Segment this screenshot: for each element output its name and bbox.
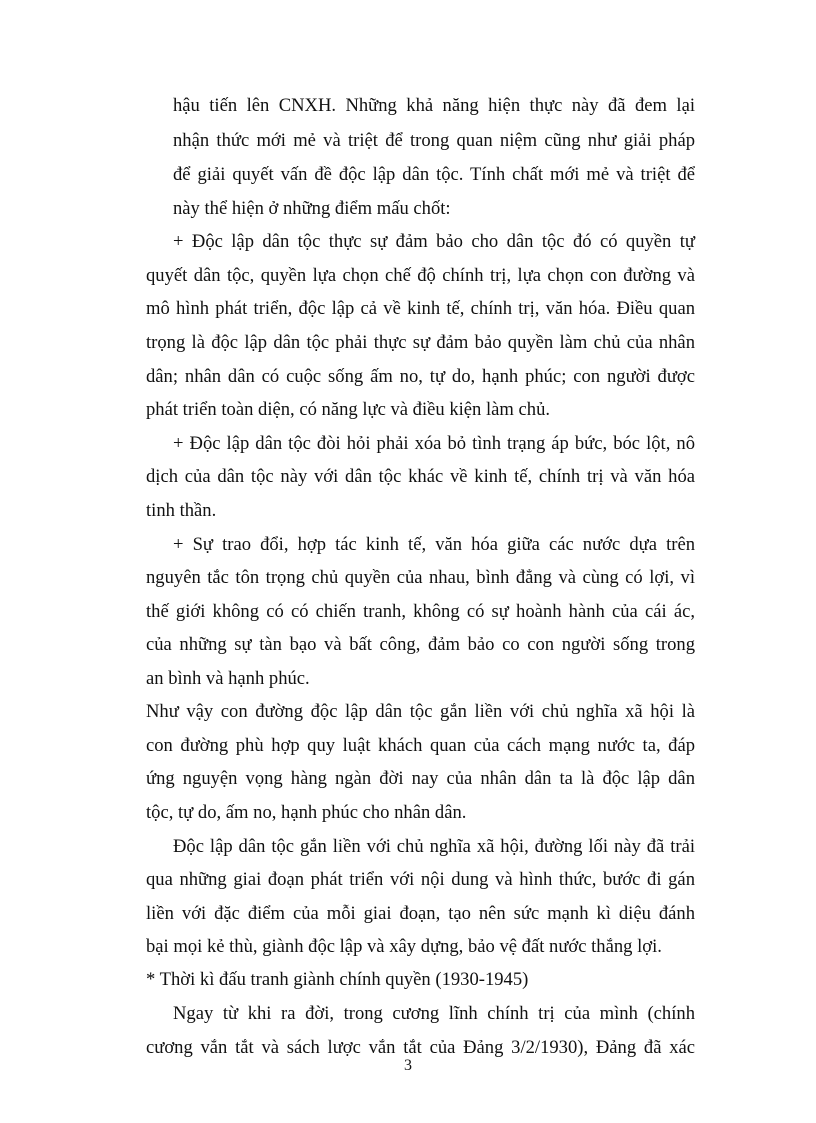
text-line: tộc, tự do, ấm no, hạnh phúc cho nhân dân. — [146, 802, 467, 823]
text-line: + Độc lập dân tộc thực sự đảm bảo cho dân tộc đó có quyền tự — [173, 231, 695, 252]
text-line: quyết dân tộc, quyền lựa chọn chế độ chính trị, lựa chọn con đường và — [146, 265, 695, 286]
text-line: cương vắn tắt và sách lược vắn tắt của Đảng 3/2/1930), Đảng đã xác — [146, 1037, 695, 1058]
text-line: của những sự tàn bạo và bất công, đảm bảo co con người sống trong — [146, 634, 695, 655]
text-line: Như vậy con đường độc lập dân tộc gắn liền với chủ nghĩa xã hội là — [146, 701, 695, 722]
text-line: để giải quyết vấn đề độc lập dân tộc. Tính chất mới mẻ và triệt để — [173, 164, 695, 185]
text-line: + Độc lập dân tộc đòi hỏi phải xóa bỏ tình trạng áp bức, bóc lột, nô — [173, 433, 695, 454]
text-line: liền với đặc điểm của mỗi giai đoạn, tạo nên sức mạnh kì diệu đánh — [146, 903, 695, 924]
text-line: nhận thức mới mẻ và triệt để trong quan niệm cũng như giải pháp — [173, 130, 695, 151]
text-line: dịch của dân tộc này với dân tộc khác về kinh tế, chính trị và văn hóa — [146, 466, 695, 487]
text-line: qua những giai đoạn phát triển với nội dung và hình thức, bước đi gán — [146, 869, 695, 890]
text-line: bại mọi kẻ thù, giành độc lập và xây dựng, bảo vệ đất nước thắng lợi. — [146, 936, 662, 957]
text-line: phát triển toàn diện, có năng lực và điều kiện làm chủ. — [146, 399, 551, 420]
text-line: mô hình phát triển, độc lập cả về kinh tế, chính trị, văn hóa. Điều quan — [146, 298, 695, 319]
page-number: 3 — [404, 1057, 412, 1074]
text-line: + Sự trao đổi, hợp tác kinh tế, văn hóa giữa các nước dựa trên — [173, 534, 695, 555]
text-line: an bình và hạnh phúc. — [146, 668, 310, 689]
text-line: Độc lập dân tộc gắn liền với chủ nghĩa xã hội, đường lối này đã trải — [173, 836, 695, 857]
text-line: tinh thần. — [146, 500, 217, 521]
text-line: trọng là độc lập dân tộc phải thực sự đảm bảo quyền làm chủ của nhân — [146, 332, 695, 353]
text-line: nguyên tắc tôn trọng chủ quyền của nhau, bình đẳng và cùng có lợi, vì — [146, 567, 695, 588]
text-line: hậu tiến lên CNXH. Những khả năng hiện thực này đã đem lại — [173, 95, 695, 116]
text-line: thế giới không có có chiến tranh, không có sự hoành hành của cái ác, — [146, 601, 695, 622]
section-heading: * Thời kì đấu tranh giành chính quyền (1930-1945) — [146, 969, 529, 990]
text-line: dân; nhân dân có cuộc sống ấm no, tự do, hạnh phúc; con người được — [146, 366, 695, 387]
text-line: Ngay từ khi ra đời, trong cương lĩnh chính trị của mình (chính — [173, 1003, 695, 1024]
text-line: này thể hiện ở những điểm mấu chốt: — [173, 198, 451, 219]
text-line: ứng nguyện vọng hàng ngàn đời nay của nhân dân ta là độc lập dân — [146, 768, 695, 789]
text-line: con đường phù hợp quy luật khách quan của cách mạng nước ta, đáp — [146, 735, 695, 756]
